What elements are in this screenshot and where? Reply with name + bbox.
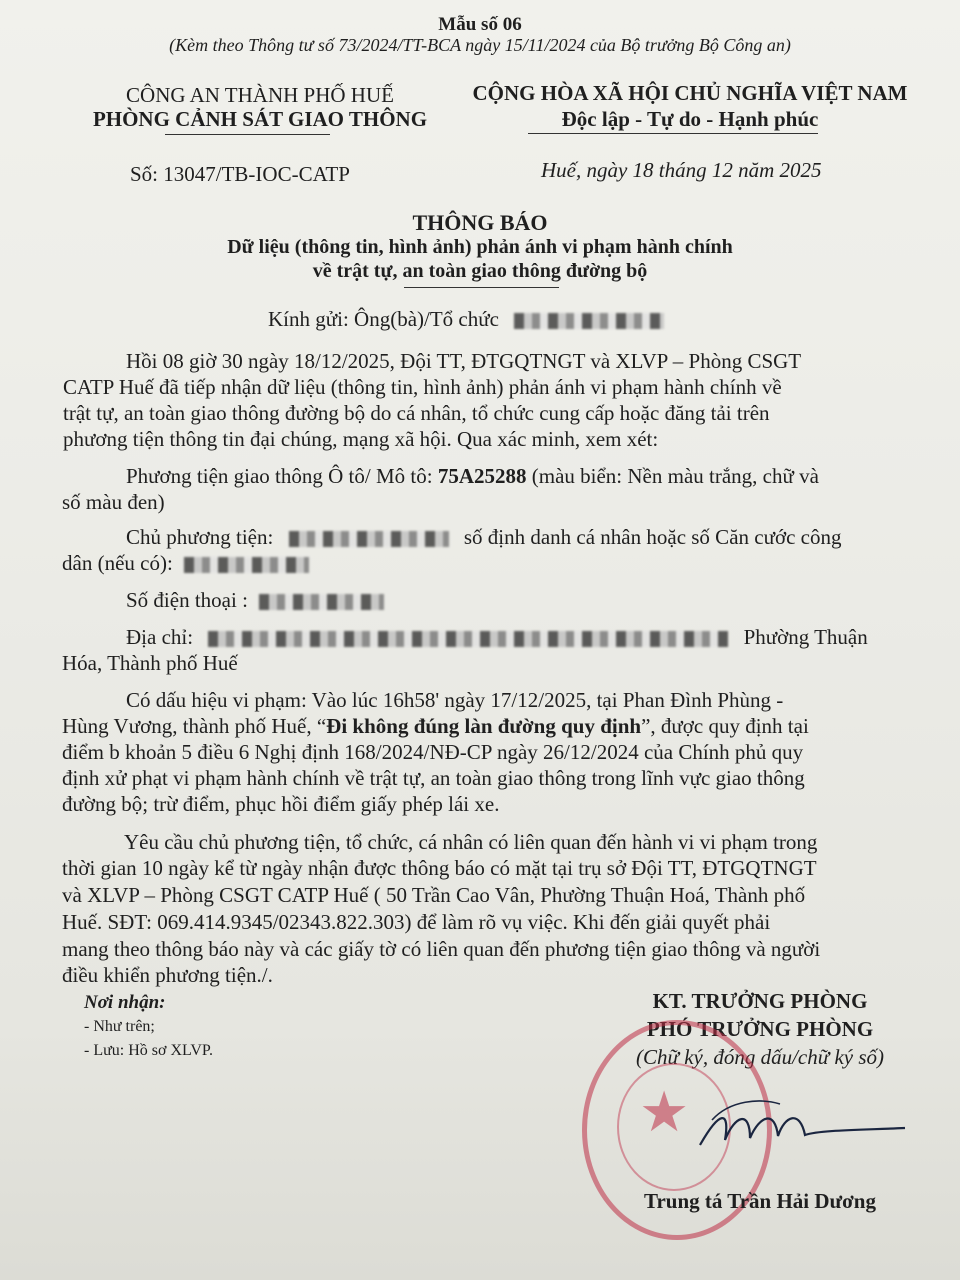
address-line-2: Hóa, Thành phố Huế	[62, 651, 238, 675]
document-number: Số: 13047/TB-IOC-CATP	[130, 162, 350, 186]
violation-line-2	[62, 713, 809, 739]
paragraph-1-line-3: trật tự, an toàn giao thông đường bộ do cá nhân, tổ chức cung cấp hoặc đăng tải trên	[63, 401, 770, 425]
owner-label: Chủ phương tiện:	[126, 525, 274, 549]
redacted-recipient	[514, 313, 664, 329]
agency-name: CÔNG AN THÀNH PHỐ HUẾ	[126, 83, 394, 107]
recipient-item-1: - Như trên;	[84, 1018, 155, 1035]
phone-line	[126, 587, 384, 613]
star-icon: ★	[639, 1082, 690, 1144]
vehicle-prefix: Phương tiện giao thông Ô tô/ Mô tô:	[126, 464, 433, 488]
agency-underline	[165, 134, 330, 135]
recipient-line	[268, 306, 664, 332]
request-line-1: Yêu cầu chủ phương tiện, tổ chức, cá nhân có liên quan đến hành vi vi phạm trong	[124, 830, 818, 854]
form-reference: (Kèm theo Thông tư số 73/2024/TT-BCA ngày 15/11/2024 của Bộ trưởng Bộ Công an)	[169, 35, 791, 55]
request-line-2: thời gian 10 ngày kể từ ngày nhận được thông báo có mặt tại trụ sở Đội TT, ĐTGQTNGT	[62, 856, 817, 880]
department-name: PHÒNG CẢNH SÁT GIAO THÔNG	[92, 107, 428, 131]
handwritten-signature	[690, 1090, 910, 1170]
document-subtitle-2: về trật tự, an toàn giao thông đường bộ	[312, 260, 648, 282]
violation-type: Đi không đúng làn đường quy định	[326, 714, 642, 738]
request-line-6: điều khiển phương tiện./.	[62, 963, 273, 987]
nation-motto: Độc lập - Tự do - Hạnh phúc	[561, 107, 819, 131]
title-underline	[404, 287, 559, 288]
signer-name: Trung tá Trần Hải Dương	[644, 1189, 876, 1213]
owner-line-2	[62, 550, 309, 576]
redacted-id	[184, 557, 309, 573]
violation-line-4: định xử phạt vi phạm hành chính về trật tự, an toàn giao thông trong lĩnh vực giao thông	[62, 766, 805, 790]
request-line-3: và XLVP – Phòng CSGT CATP Huế ( 50 Trần Cao Vân, Phường Thuận Hoá, Thành phố	[62, 883, 806, 907]
document-title: THÔNG BÁO	[412, 210, 548, 235]
violation-regulated: ”, được quy định tại	[641, 714, 809, 738]
address-suffix: Phường Thuận	[743, 625, 868, 649]
redacted-address	[208, 631, 728, 647]
vehicle-line-2: số màu đen)	[62, 490, 165, 514]
redacted-owner	[289, 531, 449, 547]
motto-underline	[528, 133, 818, 134]
paragraph-1-line-4: phương tiện thông tin đại chúng, mạng xã hội. Qua xác minh, xem xét:	[63, 427, 659, 451]
vehicle-line	[126, 463, 819, 489]
violation-line-5: đường bộ; trừ điểm, phục hồi điểm giấy phép lái xe.	[62, 792, 500, 816]
address-label: Địa chỉ:	[126, 625, 194, 649]
recipient-label: Kính gửi: Ông(bà)/Tổ chức	[268, 307, 499, 331]
request-line-4: Huế. SĐT: 069.414.9345/02343.822.303) để làm rõ vụ việc. Khi đến giải quyết phải	[62, 910, 771, 934]
signer-title-2: PHÓ TRƯỞNG PHÒNG	[646, 1017, 874, 1041]
paragraph-1-line-2: CATP Huế đã tiếp nhận dữ liệu (thông tin, hình ảnh) phản ánh vi phạm hành chính về	[63, 375, 782, 399]
phone-label: Số điện thoại :	[126, 588, 248, 612]
address-line	[126, 624, 868, 650]
license-plate: 75A25288	[437, 464, 527, 488]
violation-line-3: điểm b khoản 5 điều 6 Nghị định 168/2024/NĐ-CP ngày 26/12/2024 của Chính phủ quy	[62, 740, 804, 764]
redacted-phone	[259, 594, 384, 610]
paragraph-1-line-1: Hồi 08 giờ 30 ngày 18/12/2025, Đội TT, ĐTGQTNGT và XLVP – Phòng CSGT	[126, 349, 802, 373]
vehicle-suffix: (màu biển: Nền màu trắng, chữ và	[531, 464, 819, 488]
owner-suffix: số định danh cá nhân hoặc số Căn cước công	[463, 525, 842, 549]
owner-line	[126, 524, 841, 550]
signer-title-1: KT. TRƯỞNG PHÒNG	[652, 989, 868, 1013]
id-label: dân (nếu có):	[62, 551, 173, 575]
violation-location: Hùng Vương, thành phố Huế, “	[62, 714, 327, 738]
recipient-item-2: - Lưu: Hồ sơ XLVP.	[84, 1042, 213, 1059]
recipients-title: Nơi nhận:	[84, 992, 166, 1013]
nation-title: CỘNG HÒA XÃ HỘI CHỦ NGHĨA VIỆT NAM	[472, 81, 908, 105]
violation-line-1: Có dấu hiệu vi phạm: Vào lúc 16h58' ngày 17/12/2025, tại Phan Đình Phùng -	[126, 688, 784, 712]
document-subtitle-1: Dữ liệu (thông tin, hình ảnh) phản ánh vi phạm hành chính	[227, 236, 733, 258]
signature-note: (Chữ ký, đóng dấu/chữ ký số)	[635, 1045, 884, 1069]
form-number: Mẫu số 06	[438, 14, 522, 35]
request-line-5: mang theo thông báo này và các giấy tờ có liên quan đến phương tiện giao thông và người	[62, 937, 821, 961]
place-date: Huế, ngày 18 tháng 12 năm 2025	[541, 158, 822, 182]
